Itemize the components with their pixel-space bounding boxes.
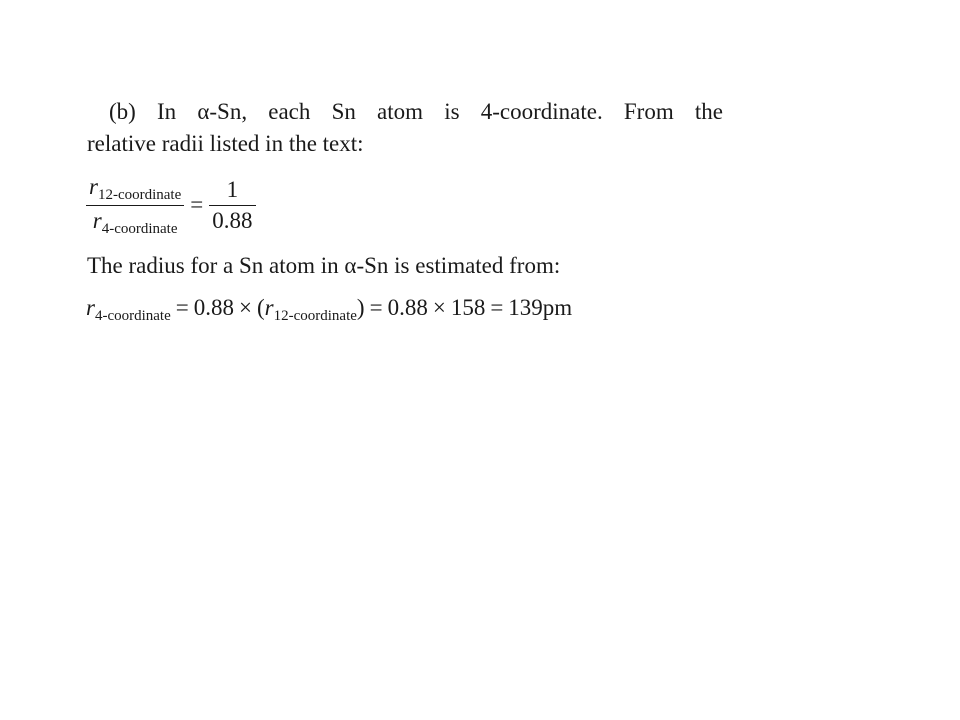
paragraph-estimate: The radius for a Sn atom in α-Sn is estimated from: <box>87 253 561 278</box>
ratio-equation <box>86 172 256 238</box>
times-sign: × <box>432 295 446 320</box>
lhs-symbol: r <box>86 295 95 320</box>
denominator-subscript: 4-coordinate <box>101 220 178 237</box>
unit: pm <box>542 295 573 320</box>
value-numerator: 1 <box>226 176 239 202</box>
equals-sign: = <box>490 295 504 320</box>
value-fraction <box>209 177 255 234</box>
result-value: 139 <box>508 295 543 320</box>
equals-sign: = <box>369 295 383 320</box>
lhs-subscript: 4-coordinate <box>94 308 171 324</box>
denominator-symbol: r <box>92 207 102 233</box>
factor-value: 0.88 <box>387 295 428 320</box>
radius-ratio-fraction <box>86 174 184 237</box>
value-denominator: 0.88 <box>212 207 253 233</box>
equals-sign: = <box>175 295 189 320</box>
open-paren: ( <box>256 295 265 320</box>
fraction-bar <box>209 205 255 206</box>
numerator-symbol: r <box>89 173 98 199</box>
times-sign: × <box>239 295 252 320</box>
close-paren: ) <box>356 295 365 320</box>
fraction-bar <box>86 205 184 206</box>
paragraph-intro-line-2 <box>87 128 723 160</box>
numerator-subscript: 12-coordinate <box>97 186 182 203</box>
radius-value: 158 <box>450 295 486 320</box>
ratio-denominator <box>90 208 181 237</box>
inner-subscript: 12-coordinate <box>273 308 357 324</box>
equals-sign: = <box>190 192 204 217</box>
paragraph-intro-text-1: (b) In α-Sn, each Sn atom is 4-coordinate. From the <box>109 99 723 124</box>
factor-value: 0.88 <box>193 295 234 320</box>
paragraph-intro-text-2: relative radii listed in the text: <box>87 131 364 156</box>
inner-symbol: r <box>264 295 274 320</box>
paragraph-intro-line-1 <box>87 96 723 128</box>
radius-equation <box>86 292 572 327</box>
ratio-numerator <box>86 174 184 203</box>
